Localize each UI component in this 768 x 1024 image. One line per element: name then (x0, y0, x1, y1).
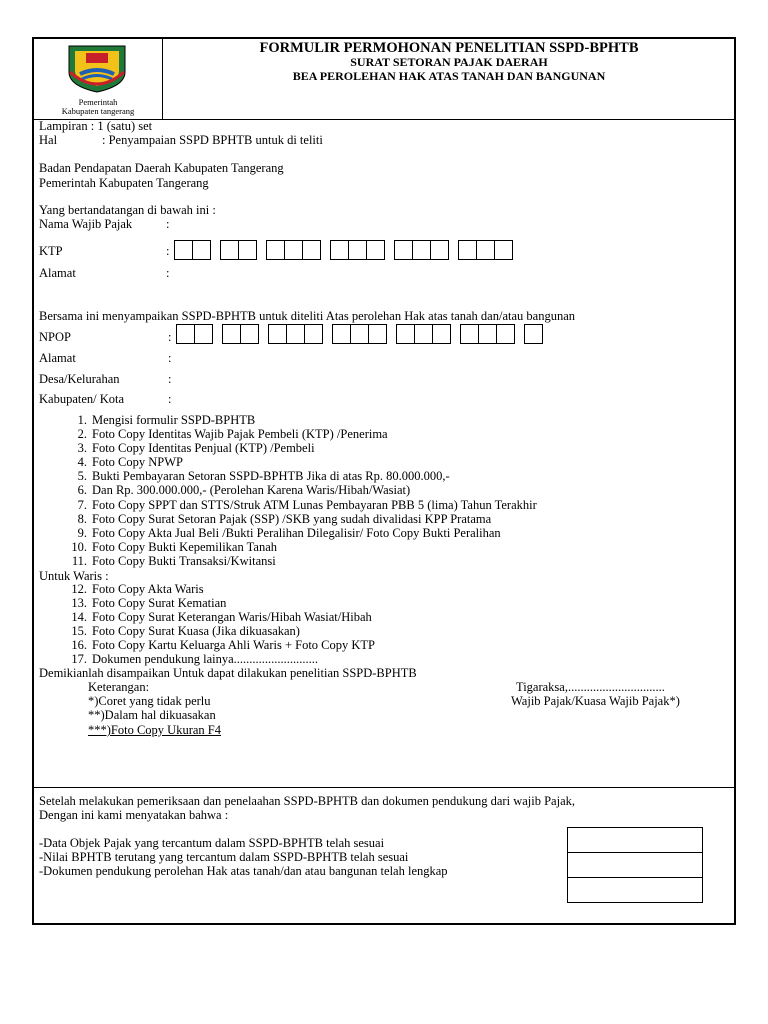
kabupaten-colon: : (168, 392, 172, 406)
alamat-label: Alamat (39, 266, 76, 280)
section-divider (34, 787, 734, 788)
form-subtitle-1: SURAT SETORAN PAJAK DAERAH (350, 55, 548, 69)
verification-checkbox-2[interactable] (567, 852, 703, 878)
ktp-colon: : (166, 244, 170, 258)
desa-label: Desa/Kelurahan (39, 372, 120, 386)
regency-emblem-icon (66, 44, 128, 94)
verification-item-1: -Data Objek Pajak yang tercantum dalam SSPD-BPHTB telah sesuai (39, 836, 385, 850)
recipient-line-2: Pemerintah Kabupaten Tangerang (39, 176, 209, 190)
waris-label: Untuk Waris : (39, 569, 109, 583)
list-item: 3. Foto Copy Identitas Penjual (KTP) /Pembeli (77, 441, 315, 456)
ktp-label: KTP (39, 244, 63, 258)
verification-intro-2: Dengan ini kami menyatakan bahwa : (39, 808, 229, 822)
list-item: 2. Foto Copy Identitas Wajib Pajak Pembeli (KTP) /Penerima (77, 427, 388, 442)
alamat-colon: : (166, 266, 170, 280)
object-alamat-label: Alamat (39, 351, 76, 365)
list-item: 6. Dan Rp. 300.000.000,- (Perolehan Karena Waris/Hibah/Wasiat) (77, 483, 411, 498)
hal-value: : Penyampaian SSPD BPHTB untuk di teliti (102, 133, 323, 147)
logo-caption-1: Pemerintah (78, 97, 118, 107)
object-intro: Bersama ini menyampaikan SSPD-BPHTB untuk diteliti Atas perolehan Hak atas tanah dan/atau bangunan (39, 309, 575, 323)
hal-label: Hal (39, 133, 58, 147)
list-item: 4. Foto Copy NPWP (77, 455, 183, 470)
nama-label: Nama Wajib Pajak (39, 217, 133, 231)
requirements-list (39, 413, 537, 568)
form-header (34, 39, 734, 120)
place-date: Tigaraksa,............................... (516, 680, 665, 694)
logo-cell (34, 39, 163, 119)
list-item: 10. Foto Copy Bukti Kepemilikan Tanah (71, 539, 277, 554)
verification-checkbox-3[interactable] (567, 877, 703, 903)
list-item: 5. Bukti Pembayaran Setoran SSPD-BPHTB Jika di atas Rp. 80.000.000,- (77, 469, 450, 484)
signer-intro: Yang bertandatangan di bawah ini : (39, 203, 216, 217)
note-2: **)Dalam hal dikuasakan (88, 708, 216, 722)
npop-label: NPOP (39, 330, 71, 344)
verification-item-2: -Nilai BPHTB terutang yang tercantum dalam SSPD-BPHTB telah sesuai (39, 850, 409, 864)
npop-boxes[interactable] (176, 324, 552, 344)
list-item: 17. Dokumen pendukung lainya........................... (71, 652, 319, 667)
form-title: FORMULIR PERMOHONAN PENELITIAN SSPD-BPHTB (259, 40, 639, 56)
ktp-boxes[interactable] (174, 240, 522, 260)
npop-colon: : (168, 330, 172, 344)
logo-caption-2: Kabupaten tangerang (61, 106, 135, 116)
closing-statement: Demikianlah disampaikan Untuk dapat dilakukan penelitian SSPD-BPHTB (39, 666, 417, 680)
lampiran-text: Lampiran : 1 (satu) set (39, 119, 153, 133)
list-item: 12. Foto Copy Akta Waris (71, 582, 204, 596)
list-item: 13. Foto Copy Surat Kematian (71, 596, 227, 611)
waris-list (39, 582, 375, 667)
verification-item-3: -Dokumen pendukung perolehan Hak atas tanah/dan atau bangunan telah lengkap (39, 864, 448, 878)
note-3: ***)Foto Copy Ukuran F4 (88, 723, 221, 737)
list-item: 7. Foto Copy SPPT dan STTS/Struk ATM Lunas Pembayaran PBB 5 (lima) Tahun Terakhir (77, 497, 537, 512)
list-item: 15. Foto Copy Surat Kuasa (Jika dikuasakan) (71, 624, 300, 639)
list-item: 16. Foto Copy Kartu Keluarga Ahli Waris + Foto Copy KTP (71, 638, 376, 653)
signer-title: Wajib Pajak/Kuasa Wajib Pajak*) (511, 694, 680, 708)
list-item: 14. Foto Copy Surat Keterangan Waris/Hibah Wasiat/Hibah (71, 610, 372, 625)
recipient-line-1: Badan Pendapatan Daerah Kabupaten Tangerang (39, 161, 284, 175)
nama-colon: : (166, 217, 170, 231)
object-alamat-colon: : (168, 351, 172, 365)
form-subtitle-2: BEA PEROLEHAN HAK ATAS TANAH DAN BANGUNAN (292, 69, 606, 83)
list-item: 11. Foto Copy Bukti Transaksi/Kwitansi (71, 553, 276, 568)
form-frame (32, 37, 736, 925)
kabupaten-label: Kabupaten/ Kota (39, 392, 125, 406)
note-1: *)Coret yang tidak perlu (88, 694, 211, 708)
desa-colon: : (168, 372, 172, 386)
verification-checkbox-1[interactable] (567, 827, 703, 853)
list-item: 8. Foto Copy Surat Setoran Pajak (SSP) /SKB yang sudah divalidasi KPP Pratama (77, 511, 492, 526)
verification-intro-1: Setelah melakukan pemeriksaan dan penelaahan SSPD-BPHTB dan dokumen pendukung dari wajib Pajak, (39, 794, 575, 808)
list-item: 9. Foto Copy Akta Jual Beli /Bukti Peralihan Dilegalisir/ Foto Copy Bukti Peralihan (77, 525, 501, 540)
keterangan-label: Keterangan: (88, 680, 150, 694)
list-item: 1. Mengisi formulir SSPD-BPHTB (77, 413, 256, 427)
